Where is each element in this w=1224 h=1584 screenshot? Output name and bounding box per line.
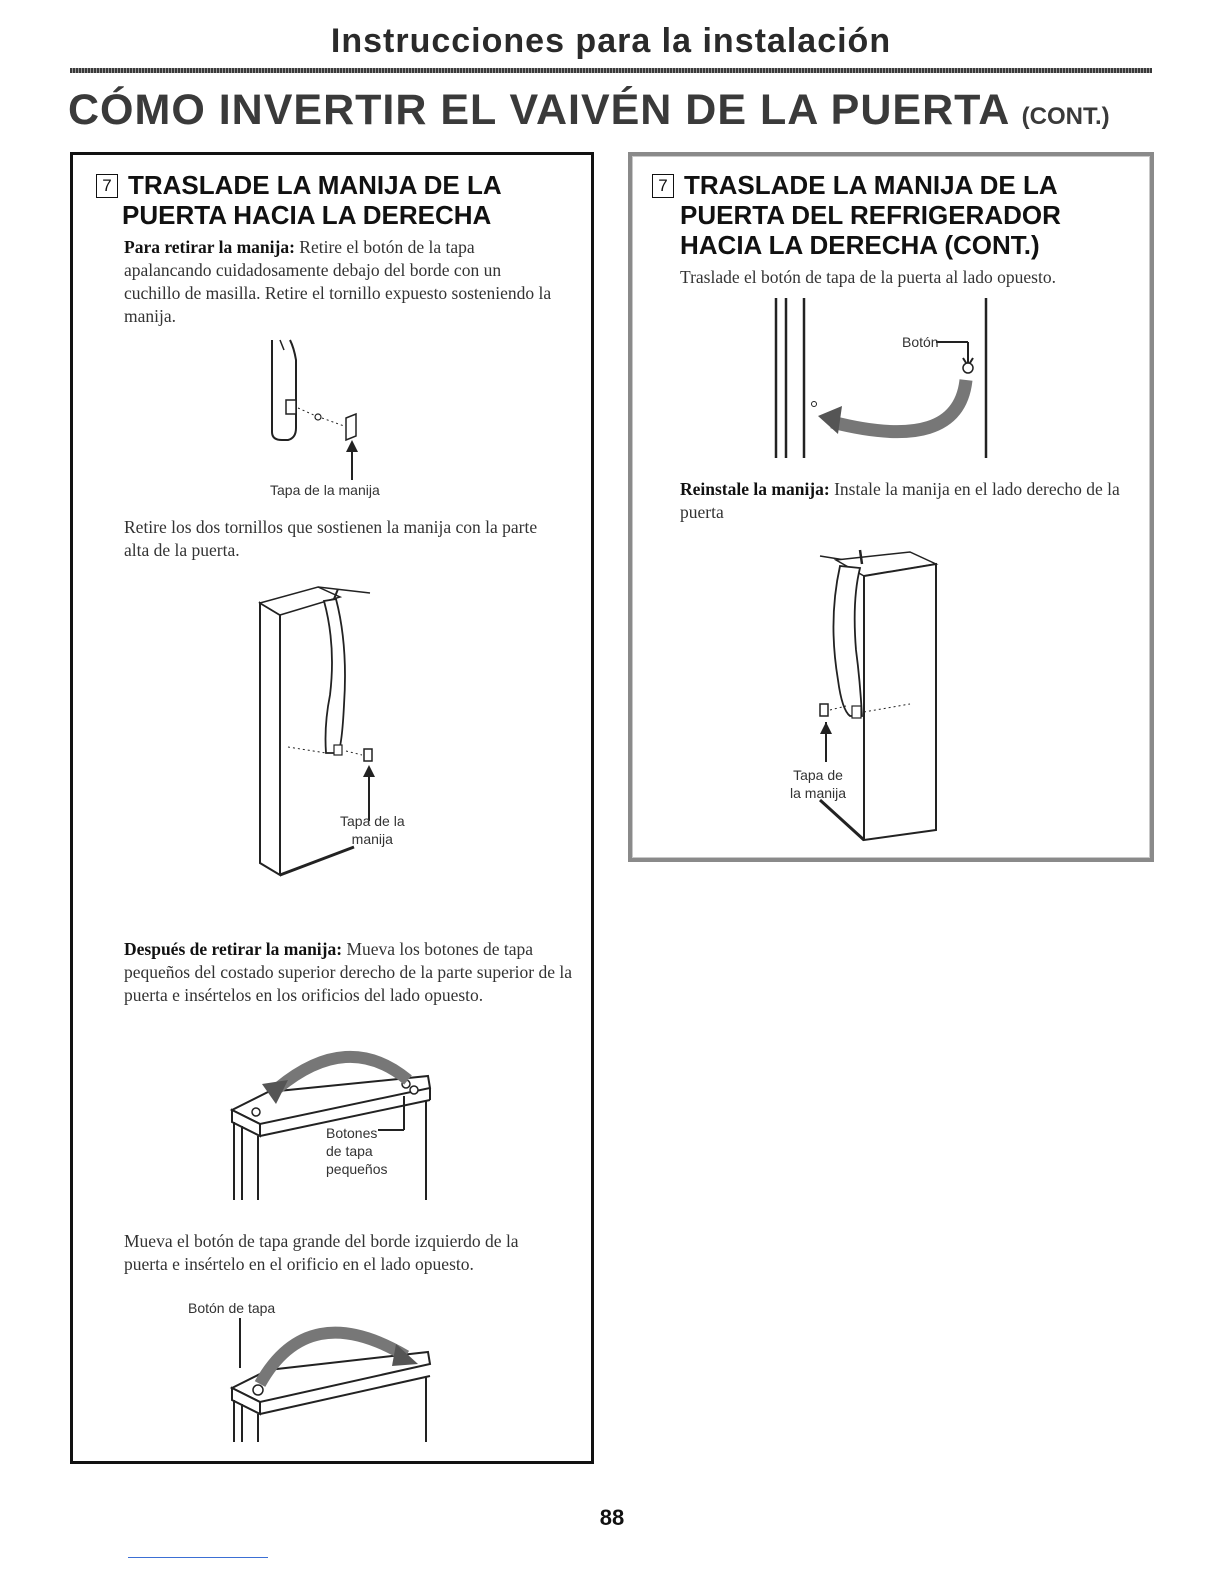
left-paragraph-4: Mueva el botón de tapa grande del borde izquierdo de la puerta e insértelo en el orificio en el lado opuesto. xyxy=(124,1231,519,1274)
right-heading-line2: PUERTA DEL REFRIGERADOR xyxy=(680,200,1061,230)
left-step-heading xyxy=(96,170,502,230)
right-step-number: 7 xyxy=(652,174,674,198)
left-paragraph-3 xyxy=(124,938,574,1007)
right-p2-text: Instale la manija en el lado derecho de la puerta xyxy=(680,479,1120,522)
right-caption-2-line1: Tapa de xyxy=(793,767,843,783)
left-caption-4: Botón de tapa xyxy=(188,1300,276,1316)
handle-cap-figure xyxy=(260,340,370,480)
right-heading-line3: HACIA LA DERECHA (CONT.) xyxy=(680,230,1040,260)
left-caption-1: Tapa de la manija xyxy=(270,482,380,498)
left-caption-2-line1: Tapa de la xyxy=(340,813,405,829)
page-header: Instrucciones para la instalación xyxy=(330,22,892,60)
footer-line xyxy=(128,1557,268,1558)
right-p2-bold: Reinstale la manija: xyxy=(680,479,830,499)
page-number: 88 xyxy=(599,1505,625,1530)
left-caption-2 xyxy=(340,812,405,848)
left-heading-line1: TRASLADE LA MANIJA DE LA xyxy=(128,170,502,200)
button-move-figure xyxy=(768,298,998,458)
title-main: CÓMO INVERTIR EL VAIVÉN DE LA PUERTA xyxy=(68,86,1009,134)
right-caption-1: Botón xyxy=(902,334,939,350)
left-p1-bold: Para retirar la manija: xyxy=(124,237,295,257)
left-heading-line2: PUERTA HACIA LA DERECHA xyxy=(122,200,492,230)
left-caption-3-line2: de tapa xyxy=(326,1143,373,1159)
left-paragraph-1 xyxy=(124,236,560,328)
page-title xyxy=(68,86,1110,135)
left-caption-3-line1: Botones xyxy=(326,1125,378,1141)
title-suffix: (CONT.) xyxy=(1021,103,1110,130)
door-top-large-cap-figure xyxy=(228,1318,438,1442)
left-p3-text: Mueva los botones de tapa pequeños del costado superior derecho de la parte superior de la puerta e insértelos en los orificios del lado opuesto. xyxy=(124,939,573,1005)
right-heading-line1: TRASLADE LA MANIJA DE LA xyxy=(684,170,1058,200)
left-step-number: 7 xyxy=(96,174,118,198)
left-p3-bold: Después de retirar la manija: xyxy=(124,939,343,959)
left-paragraph-2: Retire los dos tornillos que sostienen la manija con la parte alta de la puerta. xyxy=(124,517,538,560)
right-caption-2 xyxy=(790,766,846,802)
left-caption-3-line3: pequeños xyxy=(326,1161,388,1177)
left-caption-3 xyxy=(326,1124,388,1178)
right-caption-2-line2: la manija xyxy=(790,785,847,801)
left-p1-text: Retire el botón de la tapa apalancando cuidadosamente debajo del borde con un cuchillo de masilla. Retire el tornillo expuesto sosteniendo la manija. xyxy=(124,237,552,326)
right-paragraph-1: Traslade el botón de tapa de la puerta al lado opuesto. xyxy=(680,267,1056,287)
right-paragraph-2 xyxy=(680,478,1120,524)
header-rule xyxy=(70,68,1152,73)
right-step-heading xyxy=(652,170,1061,260)
left-caption-2-line2: manija xyxy=(351,831,393,847)
